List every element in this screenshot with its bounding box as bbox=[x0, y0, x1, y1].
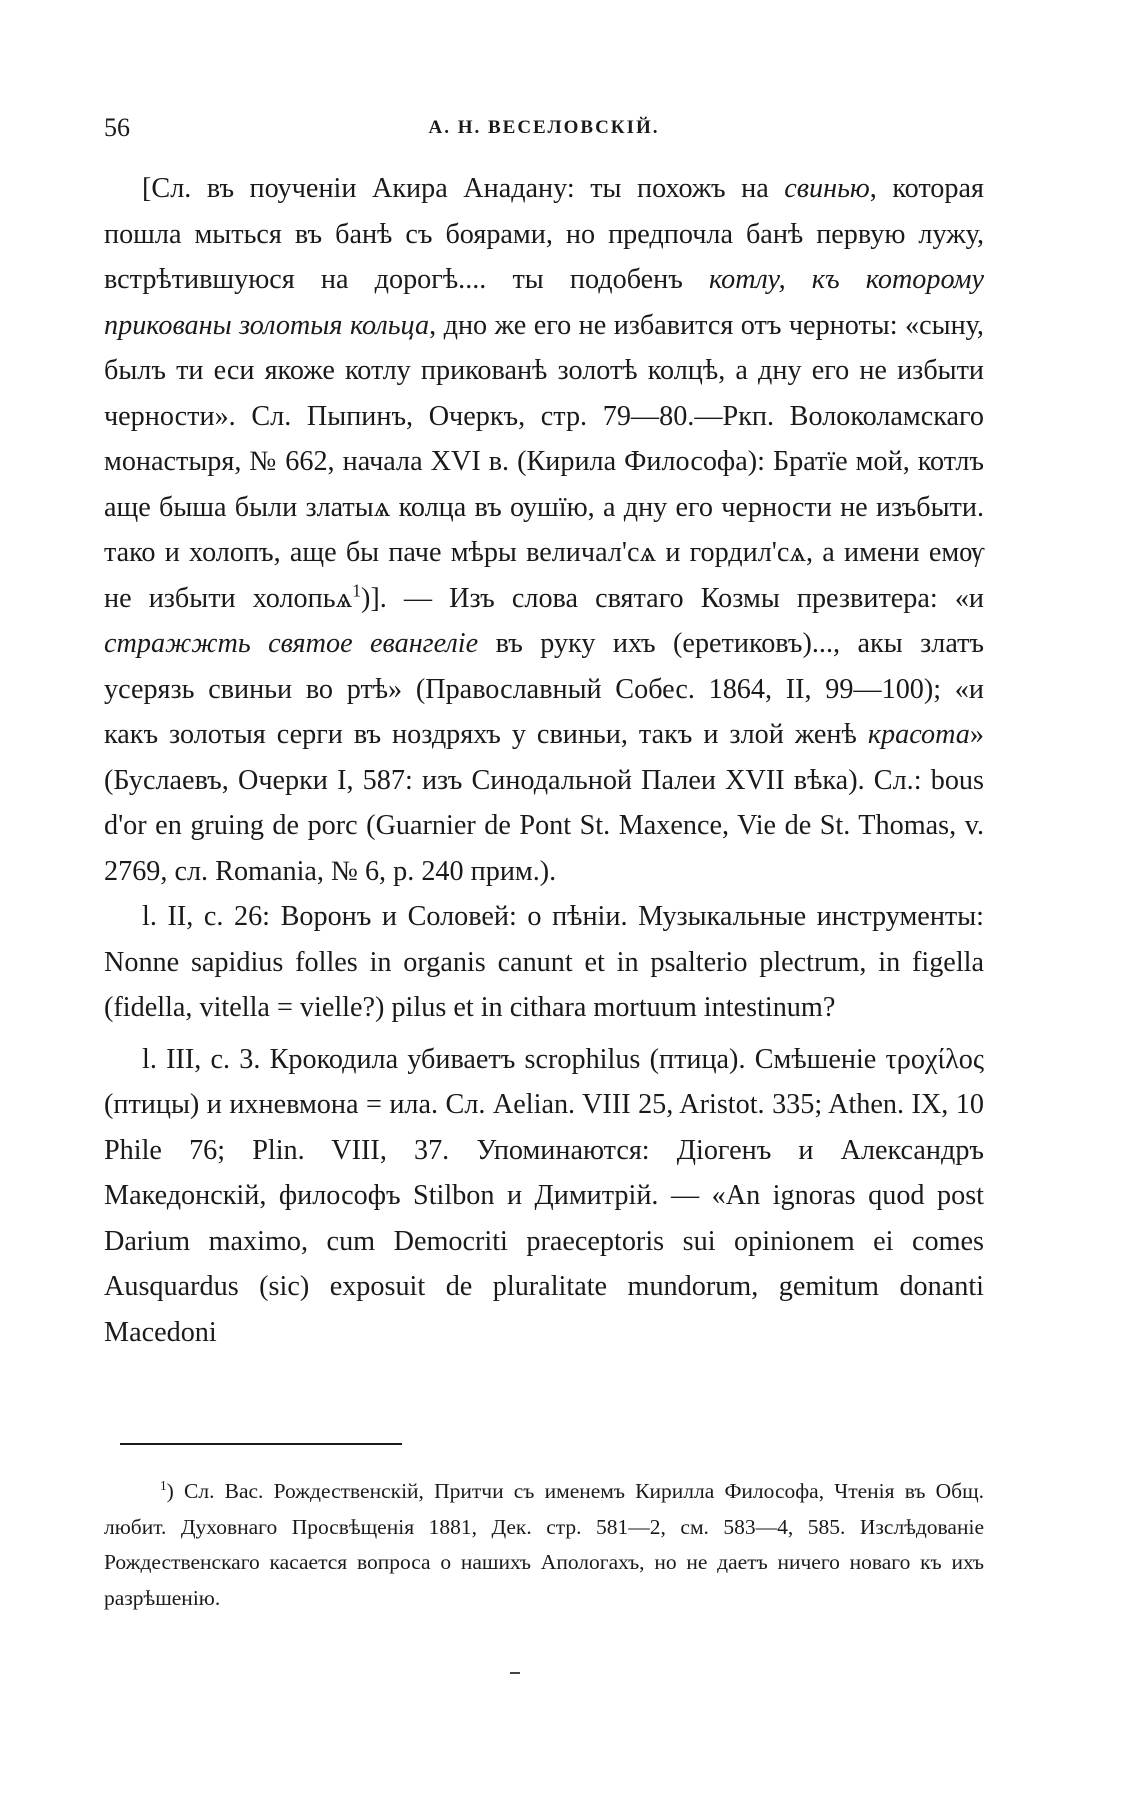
footnote-divider bbox=[120, 1443, 402, 1445]
paragraph-1-text-f: » (Буслаевъ, Очерки I, 587: изъ Синодальной Палеи XVII вѣка). Сл.: bous d'or en gruing de porc (Guarnier de Pont St. Maxence, Vie de St. Thomas, v. 2769, сл. Romania, № 6, p. 240 прим.). bbox=[104, 719, 984, 887]
paragraph-1-text-b: , которая пошла мыться въ банѣ съ боярами, но предпочла банѣ первую лужу, встрѣтившуюся на дорогѣ.... ты подобенъ bbox=[104, 173, 984, 295]
paragraph-1-text-a: [Сл. въ поученіи Акира Анадану: ты похожъ на bbox=[142, 173, 785, 204]
running-title: А. Н. ВЕСЕЛОВСКІЙ. bbox=[428, 117, 660, 138]
paragraph-3: l. III, c. 3. Крокодила убиваетъ scrophilus (птица). Смѣшеніе τροχίλος (птицы) и ихневмона = ила. Сл. Aelian. VIII 25, Aristot. 335; Athen. IX, 10 Phile 76; Plin. VIII, 37. Упоминаются: Діогенъ и Александръ Македонскій, философъ Stilbon и Димитрій. — «An ignoras quod post Darium maximo, cum Democriti praeceptoris sui opinionem ei comes Ausquardus (sic) exposuit de pluralitate mundorum, gemitum donanti Macedoni bbox=[104, 1043, 984, 1348]
footnote-reference: 1 bbox=[352, 580, 361, 601]
running-head bbox=[104, 108, 984, 148]
paragraph-1-text-e: въ руку ихъ (еретиковъ)..., акы златъ усерязь свиньи во ртѣ» (Православный Собес. 1864, II, 99—100); «и какъ золотыя серги въ ноздряхъ у свиньи, такъ и злой женѣ bbox=[104, 628, 985, 750]
printer-mark bbox=[510, 1672, 520, 1674]
paragraph-1-text-d: )]. — Изъ слова святаго Козмы презвитера: «и bbox=[360, 582, 984, 614]
footnote-text: ) Сл. Вас. Рождественскій, Притчи съ именемъ Кирилла Философа, Чтенія въ Общ. любит. Духовнаго Просвѣщенія 1881, Дек. стр. 581—2, см. 583—4, 585. Изслѣдованіе Рождественскаго касается вопроса о нашихъ Апологахъ, но не даетъ ничего новаго къ ихъ разрѣшенію. bbox=[104, 1479, 984, 1610]
paragraph-1-text-c: , дно же его не избавится отъ черноты: «сыну, былъ ти еси якоже котлу прикованѣ золотѣ колцѣ, а дну его не избыти черности». Сл. Пыпинъ, Очеркъ, стр. 79—80.—Ркп. Волоколамскаго монастыря, № 662, начала XVI в. (Кирила Философа): Братїе мой, котлъ аще быша были златыѧ колца въ оушїю, а дну его черности не изъбыти. тако и холопъ, аще бы паче мѣры величал'сѧ и гордил'сѧ, а имени емѹ не избыти холопьѧ bbox=[104, 309, 984, 614]
footnote-1 bbox=[104, 1474, 984, 1616]
paragraph-1-emphasis-d: красота bbox=[867, 719, 970, 750]
paragraph-1 bbox=[104, 166, 984, 894]
main-text bbox=[104, 166, 984, 1355]
page-number: 56 bbox=[104, 113, 130, 142]
paragraph-2: l. II, c. 26: Воронъ и Соловей: о пѣніи. Музыкальные инструменты: Nonne sapidius folles in organis canunt et in psalterio plectrum, in figella (fidella, vitella = vielle?) pilus et in cithara mortuum intestinum? bbox=[104, 901, 984, 1023]
paragraph-1-emphasis-a: свинью bbox=[784, 173, 870, 204]
paragraph-1-emphasis-c: стражжть святое евангеліе bbox=[104, 628, 479, 659]
footnote bbox=[104, 1474, 984, 1616]
paragraph-1-emphasis-b: котлу, къ которому прикованы золотыя кольца bbox=[104, 264, 985, 341]
footnote-marker: 1 bbox=[160, 1477, 167, 1493]
